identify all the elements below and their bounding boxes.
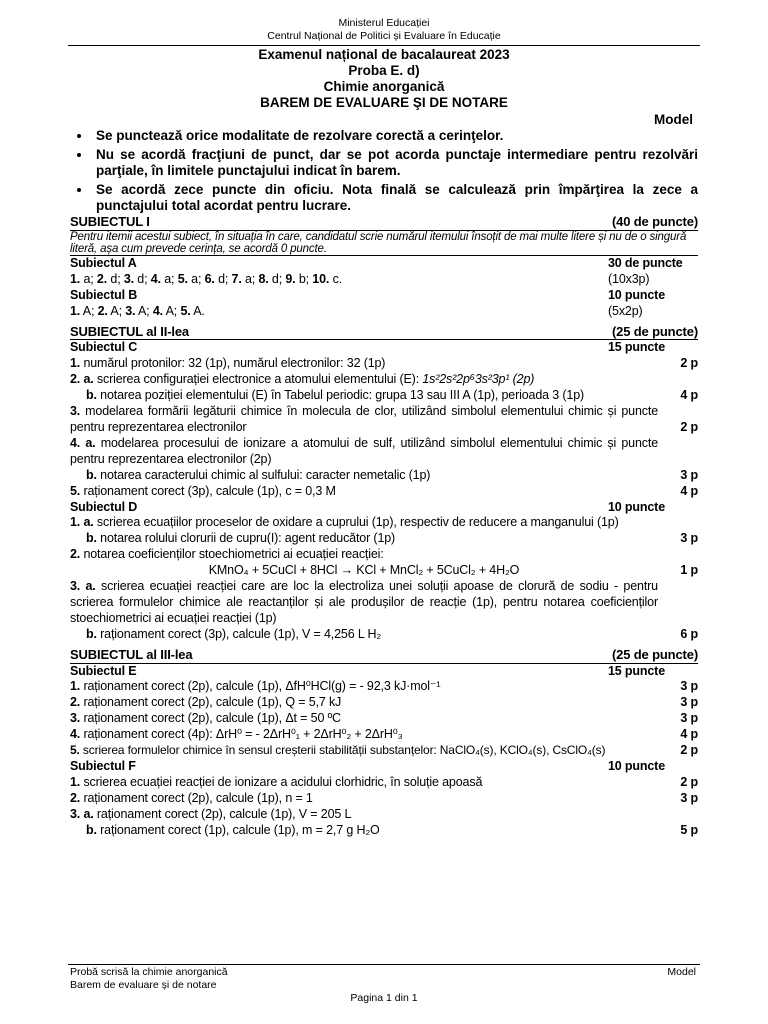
instructions-list <box>70 128 698 217</box>
center-name: Centrul Național de Politici și Evaluare în Educație <box>267 30 501 42</box>
subject-c-header <box>70 340 698 356</box>
barem-item: b. raționament corect (3p), calcule (1p), V = 4,256 L H₂ 6 p <box>86 626 698 641</box>
barem-item: 3. a. raționament corect (2p), calcule (1p), V = 205 L <box>70 806 352 821</box>
subject-a-answers <box>70 272 698 288</box>
barem-item: 1. numărul protonilor: 32 (1p), numărul electronilor: 32 (1p) 2 p <box>70 356 698 371</box>
barem-item: KMnO₄ + 5CuCl + 8HCl → KCl + MnCl₂ + 5CuCl₂ + 4H₂O 1 p <box>70 563 698 579</box>
subject-title: Subiectul C <box>70 340 138 355</box>
subject-f-header <box>70 759 698 775</box>
footer-left <box>70 966 228 992</box>
answers-line: 1. A; 2. A; 3. A; 4. A; 5. A. <box>70 303 205 318</box>
header-divider <box>68 45 700 46</box>
section-1-header <box>70 214 698 231</box>
answers-detail: (5x2p) <box>608 303 643 318</box>
barem-item: 3. raționament corect (2p), calcule (1p), Δt = 50 ºC 3 p <box>70 711 698 726</box>
barem-item: b. raționament corect (1p), calcule (1p), m = 2,7 g H₂O 5 p <box>86 822 698 837</box>
subject-points: 10 puncte <box>608 759 665 773</box>
barem-item: b. notarea poziției elementului (E) în Tabelul periodic: grupa 13 sau III A (1p), perioada 3 (1p) 4 p <box>86 388 698 403</box>
barem-item: 4. a. modelarea procesului de ionizare a atomului de sulf, utilizând simbolul elementului chimic și puncte pentru reprezentarea electronilor (2p) <box>70 435 658 466</box>
instruction-item: • Nu se acordă fracţiuni de punct, dar se pot acorda punctaje intermediare pentru rezolvări parţiale, în limitele punctajului indicat în barem. <box>92 147 698 179</box>
answers-detail: (10x3p) <box>608 271 650 286</box>
subject-points: 10 puncte <box>608 287 665 302</box>
subject-d-header <box>70 500 698 516</box>
proba-title: Proba E. d) <box>348 63 420 78</box>
page-number: Pagina 1 din 1 <box>350 992 418 1004</box>
subject-title: Subiectul E <box>70 663 137 678</box>
section-points: (25 de puncte) <box>611 646 698 662</box>
barem-item: 2. a. scrierea configurației electronice a atomului elementului (E): 1s²2s²2p⁶3s²3p¹ (2p) <box>70 372 535 387</box>
barem-item: 3. a. scrierea ecuației reacției care are loc la electroliza unei soluții apoase de clorură de sodiu - pentru scrierea formulelor chimice ale reactanților și ale produșilor de reacție (1p), pentru notarea coeficienților stoechiometrici ai ecuației reacției (1p) <box>70 579 658 625</box>
barem-item: b. notarea caracterului chimic al sulfului: caracter nemetalic (1p) 3 p <box>86 467 698 482</box>
section-title: SUBIECTUL I <box>70 214 150 229</box>
subject-points: 10 puncte <box>608 499 665 514</box>
subject-title: Subiectul D <box>70 499 138 514</box>
footer-model: Model <box>667 966 696 978</box>
barem-item: 5. raționament corect (3p), calcule (1p), c = 0,3 M 4 p <box>70 483 698 498</box>
barem-item: 5. scrierea formulelor chimice în sensul creșterii stabilității substanțelor: NaClO₄(s), KClO₄(s), CsClO₄(s) 2 p <box>70 743 698 758</box>
footer-doc-name: Barem de evaluare și de notare <box>70 979 217 991</box>
subject-b-answers <box>70 304 698 320</box>
subject-title: Subiectul B <box>70 287 138 302</box>
barem-content <box>70 214 698 839</box>
subject-points: 30 de puncte <box>608 255 683 270</box>
section-points: (25 de puncte) <box>611 323 698 339</box>
page-header <box>0 17 768 43</box>
footer-divider <box>68 964 700 965</box>
ministry-name: Ministerul Educației <box>338 17 430 29</box>
subject-e-header <box>70 664 698 680</box>
section-3-header <box>70 647 698 664</box>
subject-title: Subiectul A <box>70 255 137 270</box>
barem-item: b. notarea rolului clorurii de cupru(I): agent reducător (1p) 3 p <box>86 531 698 546</box>
model-label: Model <box>654 112 693 127</box>
barem-item: 3. modelarea formării legăturii chimice în molecula de clor, utilizând simbolul elementului chimic și puncte pentru reprezentarea electronilor 2 p <box>70 404 698 434</box>
barem-item: 1. a. scrierea ecuațiilor proceselor de oxidare a cuprului (1p), respectiv de reducere a manganului (1p) <box>70 515 619 530</box>
subject-title: Subiectul F <box>70 759 136 773</box>
barem-title: BAREM DE EVALUARE ŞI DE NOTARE <box>260 95 508 110</box>
section-title: SUBIECTUL al II-lea <box>70 323 189 339</box>
title-block <box>0 47 768 111</box>
instruction-item: • Se acordă zece puncte din oficiu. Nota finală se calculează prin împărţirea la zece a punctajului total acordat pentru lucrare. <box>92 182 698 214</box>
section-title: SUBIECTUL al III-lea <box>70 646 193 662</box>
barem-item: 2. notarea coeficienților stoechiometrici ai ecuației reacției: <box>70 547 384 562</box>
section-1-note: Pentru itemii acestui subiect, în situația în care, candidatul scrie numărul itemului însoțit de mai multe litere și nu de o singură literă, așa cum prevede cerința, se acordă 0 puncte. <box>70 231 698 256</box>
subject-points: 15 puncte <box>608 340 665 355</box>
answers-line: 1. a; 2. d; 3. d; 4. a; 5. a; 6. d; 7. a; 8. d; 9. b; 10. c. <box>70 271 342 286</box>
section-2-header <box>70 324 698 341</box>
subject-b-header <box>70 288 698 304</box>
subject-points: 15 puncte <box>608 663 665 678</box>
barem-item: 2. raționament corect (2p), calcule (1p), Q = 5,7 kJ 3 p <box>70 695 698 710</box>
barem-item: 2. raționament corect (2p), calcule (1p), n = 1 3 p <box>70 790 698 805</box>
footer-exam-name: Probă scrisă la chimie anorganică <box>70 966 228 978</box>
barem-item: 4. raționament corect (4p): ΔrH⁰ = - 2ΔrH⁰₁ + 2ΔrH⁰₂ + 2ΔrH⁰₃ 4 p <box>70 727 698 742</box>
subject-a-header <box>70 256 698 272</box>
barem-item: 1. scrierea ecuației reacției de ionizare a acidului clorhidric, în soluție apoasă 2 p <box>70 774 698 789</box>
instruction-item: • Se punctează orice modalitate de rezolvare corectă a cerinţelor. <box>92 128 698 144</box>
reaction-equation: KMnO₄ + 5CuCl + 8HCl → KCl + MnCl₂ + 5CuCl₂ + 4H₂O <box>208 563 520 578</box>
subject-title: Chimie anorganică <box>323 79 445 94</box>
barem-item: 1. raționament corect (2p), calcule (1p), ΔfH⁰HCl(g) = - 92,3 kJ·mol⁻¹ 3 p <box>70 679 698 694</box>
section-points: (40 de puncte) <box>611 214 698 229</box>
exam-title: Examenul național de bacalaureat 2023 <box>258 47 510 62</box>
